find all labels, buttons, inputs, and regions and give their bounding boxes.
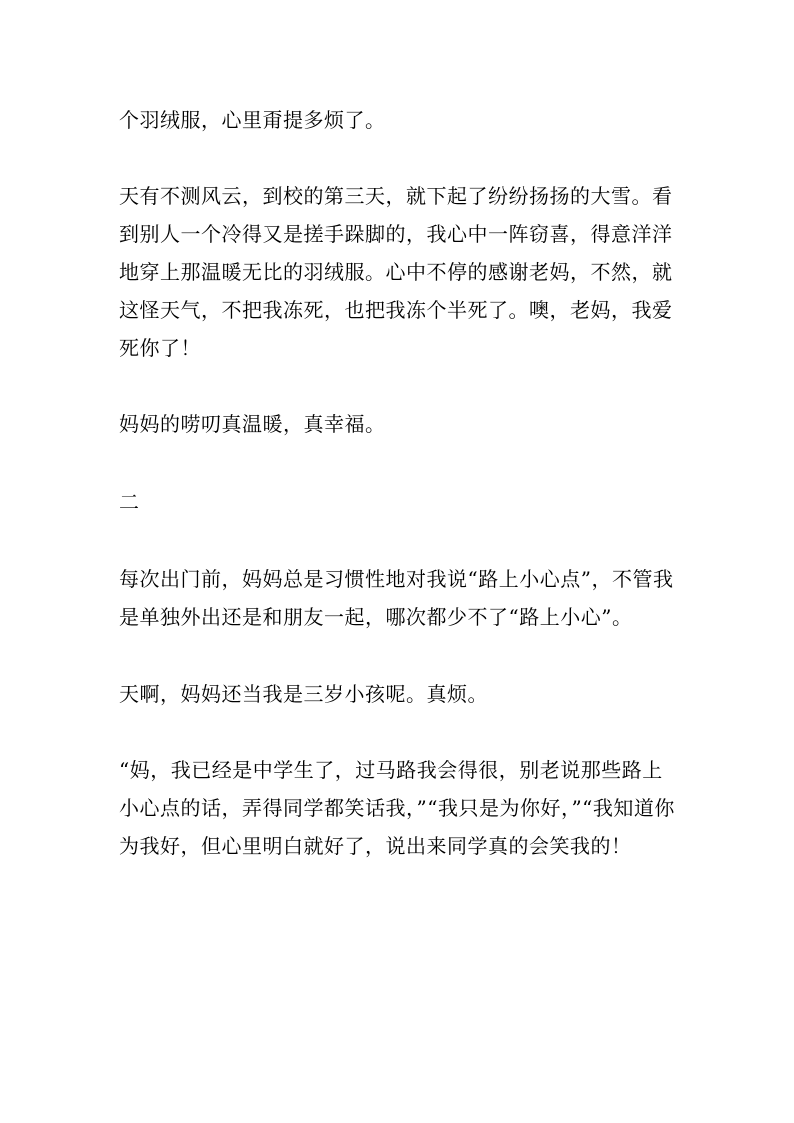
document-body bbox=[119, 101, 679, 865]
paragraph-4: 每次出门前，妈妈总是习惯性地对我说“路上小心点”，不管我是单独外出还是和朋友一起，哪次都少不了“路上小心”。 bbox=[119, 567, 674, 629]
paragraph-5: 天啊，妈妈还当我是三岁小孩呢。真烦。 bbox=[119, 682, 488, 706]
section-heading: 二 bbox=[119, 490, 140, 514]
paragraph-6: “妈，我已经是中学生了，过马路我会得很，别老说那些路上小心点的话，弄得同学都笑话我，”“我只是为你好，”“我知道你为我好，但心里明白就好了，说出来同学真的会笑我的！ bbox=[119, 758, 675, 858]
paragraph-2: 天有不测风云，到校的第三天，就下起了纷纷扬扬的大雪。看到别人一个冷得又是搓手跺脚的，我心中一阵窃喜，得意洋洋地穿上那温暖无比的羽绒服。心中不停的感谢老妈，不然，就这怪天气，不把我冻死，也把我冻个半死了。噢，老妈，我爱死你了！ bbox=[119, 184, 673, 360]
paragraph-3: 妈妈的唠叨真温暖，真幸福。 bbox=[119, 412, 386, 436]
paragraph-1: 个羽绒服，心里甭提多烦了。 bbox=[119, 108, 386, 132]
